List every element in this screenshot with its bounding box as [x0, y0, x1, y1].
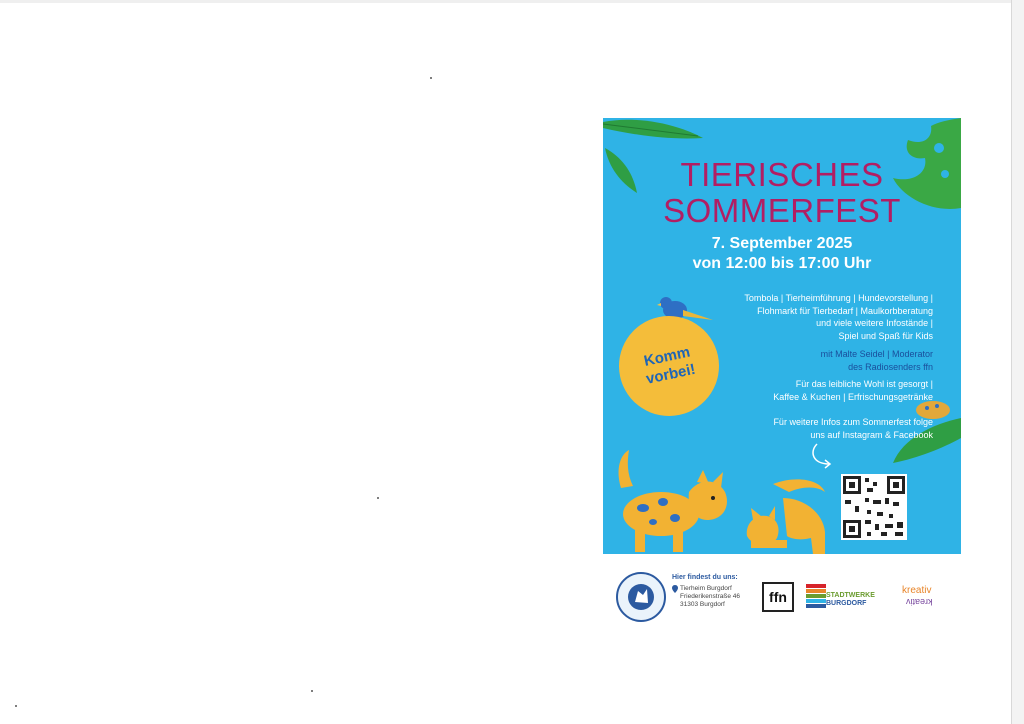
social-text: Für weitere Infos zum Sommerfest folge uns auf Instagram & Facebook [773, 417, 933, 440]
kreativ-logo: kreativ [902, 585, 932, 596]
scan-speck [430, 77, 432, 79]
tierheim-logo [616, 572, 666, 622]
event-flyer [603, 118, 961, 554]
moderator-text: mit Malte Seidel | Moderator des Radiosenders ffn [820, 349, 933, 372]
location-pin-icon [672, 585, 678, 593]
stadtwerke-logo-icon [806, 584, 826, 610]
activities-text: Tombola | Tierheimführung | Hundevorstellung | Flohmarkt für Tierbedarf | Maulkorbberatung und viele weitere Infostände | Spiel und Spaß für Kids [744, 293, 933, 341]
event-date: 7. September 2025 [711, 235, 853, 252]
stadtwerke-logo-text [826, 592, 875, 608]
stadtwerke-line1: STADTWERKE [826, 592, 875, 599]
scan-speck [15, 705, 17, 707]
scan-edge-right [1011, 0, 1024, 724]
qr-code[interactable] [841, 474, 907, 540]
scan-speck [311, 690, 313, 692]
title-line-2: SOMMERFEST [663, 192, 901, 229]
dog-illustration [613, 448, 738, 554]
footer-heading: Hier findest du uns: [672, 574, 738, 581]
scan-edge-top [0, 0, 1024, 3]
food-text: Für das leibliche Wohl ist gesorgt | Kaffee & Kuchen | Erfrischungsgetränke [773, 379, 933, 402]
stadtwerke-line2: BURGDORF [826, 600, 867, 607]
ffn-logo: ffn [762, 582, 794, 612]
komm-vorbei-badge: Komm vorbei! [610, 307, 729, 426]
footer-address: Tierheim Burgdorf Friederikenstraße 46 31303 Burgdorf [680, 585, 740, 608]
arrow-icon [809, 442, 839, 470]
cat-illustration [743, 478, 833, 554]
kreativ-logo-mirrored: kreativ [906, 597, 933, 607]
title-line-1: TIERISCHES [680, 156, 884, 193]
event-time: von 12:00 bis 17:00 Uhr [692, 255, 872, 272]
scan-speck [377, 497, 379, 499]
dog-cat-logo-icon [618, 574, 664, 620]
